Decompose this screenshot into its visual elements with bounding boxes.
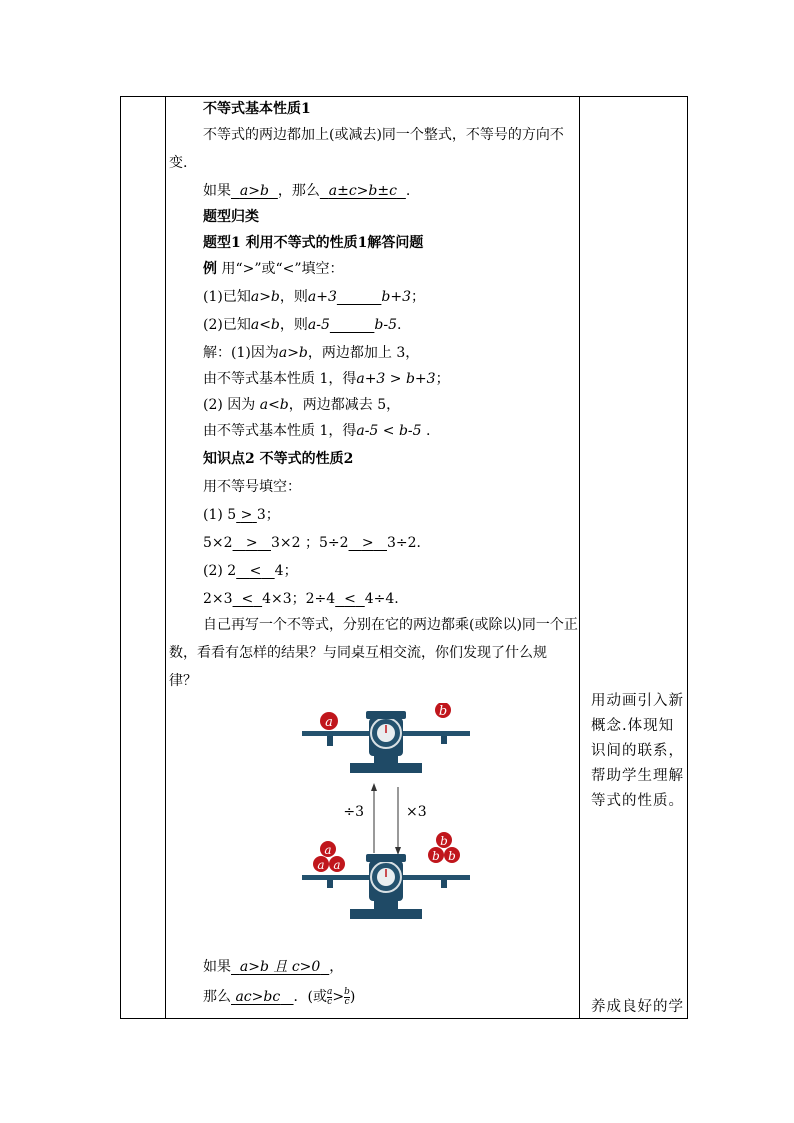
lesson-table	[120, 96, 688, 1019]
solution-line4: 由不等式基本性质 1，得a-5 < b-5 .	[203, 423, 431, 439]
classify-heading: 题型归类	[203, 209, 259, 225]
rule-then-label: ，那么	[277, 183, 320, 199]
solution-line3: (2) 因为 a<b，两边都减去 5，	[203, 397, 401, 413]
conclusion-result: ac>bc	[235, 989, 281, 1005]
svg-text:a: a	[325, 715, 333, 730]
question1: (1)已知a>b，则a+3 b+3；	[203, 289, 425, 305]
example-line: 例 用“>”或“<”填空：	[203, 261, 344, 277]
conclusion-if: 如果 a>b 且 c>0 ，	[203, 959, 344, 975]
knowledge2-row1: (1) 5 > 3；	[203, 507, 280, 523]
knowledge2-row3: (2) 2 < 4；	[203, 563, 298, 579]
column-divider-right	[579, 97, 580, 1018]
answer-blank: >	[361, 535, 374, 551]
conclusion-then: 那么 ac>bc ．(或 $\frac{a}{c}$ > $\frac{b}{c}$ )	[203, 986, 356, 1007]
answer-blank: <	[249, 563, 262, 579]
question2-blank	[330, 317, 375, 333]
answer-blank: >	[240, 507, 253, 523]
svg-text:a: a	[333, 858, 341, 872]
property1-rule: 如果 a>b ，那么 a±c>b±c .	[203, 183, 411, 199]
answer-blank: >	[245, 535, 258, 551]
self-practice-line1: 自己再写一个不等式，分别在它的两边都乘(或除以)同一个正	[203, 617, 578, 633]
svg-text:b: b	[440, 834, 448, 848]
multiply-label: ×3	[406, 804, 427, 820]
side-note-habit: 养成良好的学	[591, 999, 684, 1015]
question2: (2)已知a<b，则a-5 b-5.	[203, 317, 402, 333]
example-label: 例	[203, 261, 217, 277]
solution-line2: 由不等式基本性质 1，得a+3 > b+3；	[203, 371, 450, 387]
conclusion-condition: a>b 且 c>0	[239, 959, 321, 975]
answer-blank: <	[241, 591, 254, 607]
answer-blank: <	[344, 591, 356, 607]
knowledge2-heading: 知识点2 不等式的性质2	[203, 451, 354, 467]
property1-statement-line2: 变.	[169, 155, 188, 171]
solution-line1: 解：(1)因为a>b，两边都加上 3，	[203, 345, 420, 361]
svg-text:a: a	[324, 843, 332, 857]
divide-label: ÷3	[343, 804, 364, 820]
knowledge2-row2: 5×2 > 3×2 ；5÷2 > 3÷2．	[203, 535, 431, 551]
self-practice-line3: 律？	[169, 673, 197, 689]
self-practice-line2: 数，看看有怎样的结果？与同桌互相交流，你们发现了什么规	[169, 645, 547, 661]
rule-condition: a>b	[239, 183, 269, 199]
rule-if-label: 如果	[203, 183, 231, 199]
top-balance-scale	[302, 703, 470, 773]
svg-text:b: b	[448, 849, 456, 863]
question1-blank	[337, 289, 382, 305]
svg-text:b: b	[438, 704, 448, 719]
fraction-b-over-c: $\frac{b}{c}$	[344, 986, 350, 1007]
side-note-animation: 用动画引入新概念.体现知识间的联系，帮助学生理解等式的性质。	[591, 693, 684, 809]
fraction-a-over-c: $\frac{a}{c}$	[327, 986, 333, 1007]
knowledge2-instruction: 用不等号填空：	[203, 479, 301, 495]
svg-text:b: b	[432, 849, 440, 863]
balance-scale-figure	[302, 703, 474, 929]
column-divider-left	[165, 97, 166, 1018]
type1-heading: 题型1 利用不等式的性质1解答问题	[203, 235, 424, 251]
rule-result: a±c>b±c	[328, 183, 397, 199]
property1-statement-line1: 不等式的两边都加上(或减去)同一个整式，不等号的方向不	[203, 127, 564, 143]
svg-text:a: a	[317, 858, 325, 872]
knowledge2-row4: 2×3 < 4×3；2÷4 < 4÷4.	[203, 591, 399, 607]
bottom-balance-scale	[302, 832, 470, 919]
property1-title: 不等式基本性质1	[203, 101, 311, 117]
